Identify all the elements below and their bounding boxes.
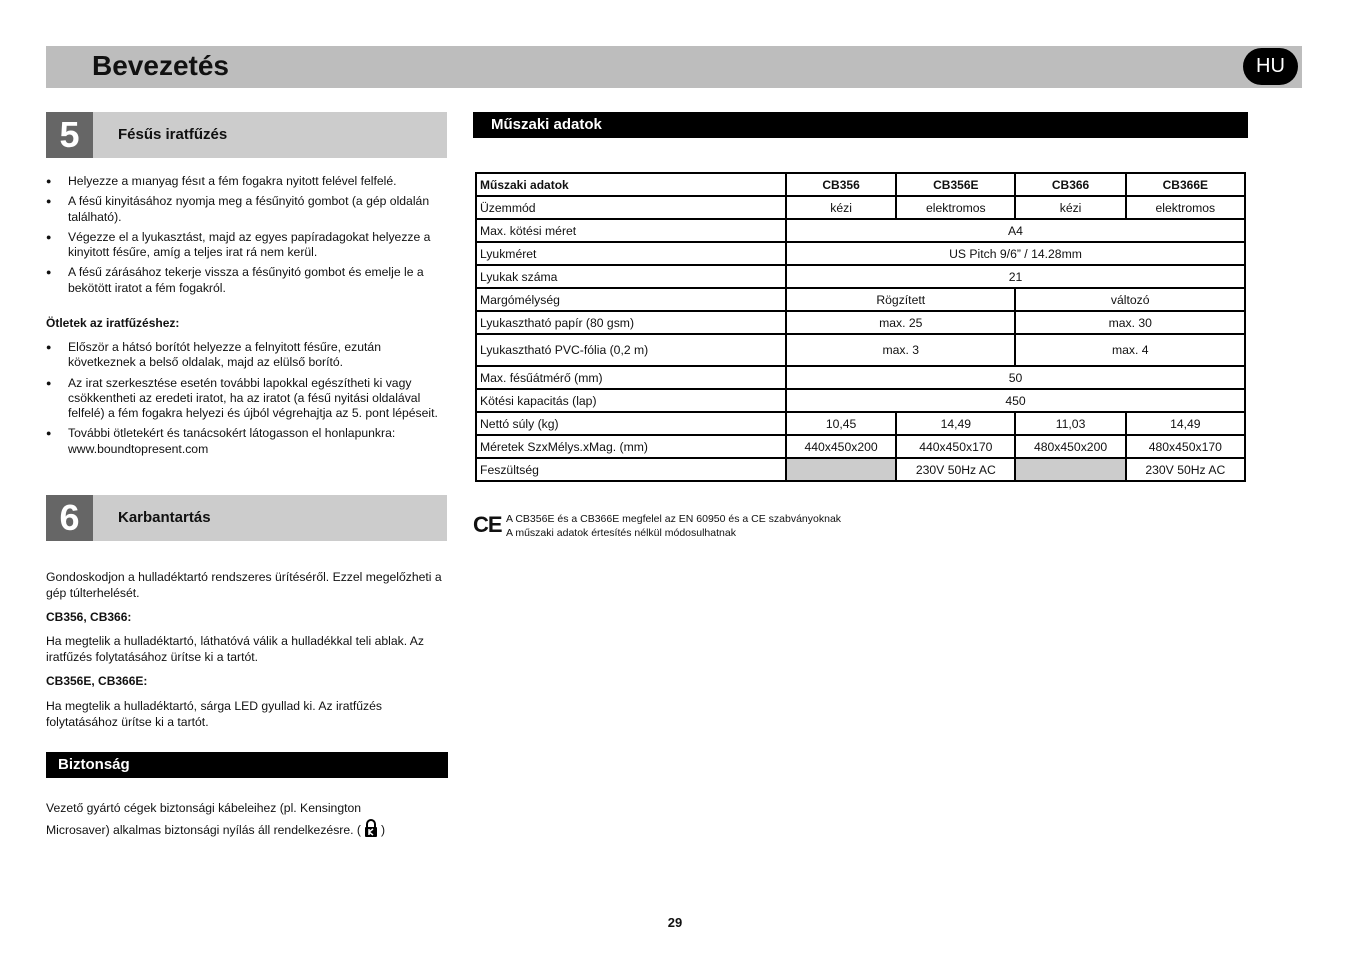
ce-note-line: A CB356E és a CB366E megfelel az EN 60950 és a CE szabványoknak (506, 513, 842, 525)
table-label-cell: Kötési kapacitás (lap) (476, 389, 786, 412)
table-label-cell: Lyukak száma (476, 265, 786, 288)
table-header-cell: CB366E (1126, 173, 1245, 196)
table-row (476, 173, 1245, 196)
list-item: ● A fésű kinyitásához nyomja meg a fésűnyitó gombot (a gép oldalán található). (46, 194, 448, 225)
table-header-cell: Műszaki adatok (476, 173, 786, 196)
table-label-cell: Lyukasztható papír (80 gsm) (476, 311, 786, 334)
table-cell: 14,49 (896, 412, 1015, 435)
table-row (476, 334, 1245, 366)
table-row (476, 311, 1245, 334)
table-cell: 230V 50Hz AC (1126, 458, 1245, 481)
table-label-cell: Nettó súly (kg) (476, 412, 786, 435)
security-text (46, 798, 448, 844)
table-row (476, 435, 1245, 458)
table-cell: Rögzített (786, 288, 1015, 311)
table-cell: max. 4 (1015, 334, 1245, 366)
list-item: ● Az irat szerkesztése esetén további lapokkal egészítheti ki vagy csökkentheti az eredeti iratot, ha az iratot (a fésű nyitási oldalával felfelé) a fém fogakra helyezi és újból végrehajtja az 5. pont lépéseit. (46, 376, 448, 422)
list-item: ● Először a hátsó borítót helyezze a felnyitott fésűre, ezután következnek a belső oldalak, majd az elülső borító. (46, 340, 448, 371)
table-cell: 230V 50Hz AC (896, 458, 1015, 481)
table-header-cell: CB356E (896, 173, 1015, 196)
specs-heading: Műszaki adatok (473, 112, 1248, 138)
table-row (476, 288, 1245, 311)
table-label-cell: Max. kötési méret (476, 219, 786, 242)
table-cell: max. 30 (1015, 311, 1245, 334)
model-label-electric: CB356E, CB366E: (46, 674, 148, 688)
section-title: Karbantartás (118, 509, 211, 526)
table-row (476, 389, 1245, 412)
table-cell-empty (1015, 458, 1125, 481)
specs-table (475, 172, 1246, 482)
section-number: 6 (46, 495, 93, 541)
section-title: Fésűs iratfűzés (118, 126, 228, 143)
section-number: 5 (46, 112, 93, 158)
table-cell: 10,45 (786, 412, 896, 435)
section-6-heading (46, 495, 447, 541)
table-label-cell: Max. fésűátmérő (mm) (476, 366, 786, 389)
page-title: Bevezetés (92, 50, 229, 81)
table-cell: 14,49 (1126, 412, 1245, 435)
maintenance-text-electric: Ha megtelik a hulladéktartó, sárga LED gyullad ki. Az iratfűzés folytatásához ürítse ki a tartót. (46, 699, 383, 729)
tips-heading: Ötletek az iratfűzéshez: (46, 316, 180, 330)
table-row (476, 196, 1245, 219)
binding-steps-list (46, 174, 448, 301)
ce-note (506, 512, 841, 540)
table-cell: elektromos (1126, 196, 1245, 219)
table-cell: 21 (786, 265, 1245, 288)
table-label-cell: Üzemmód (476, 196, 786, 219)
security-text-end: ) (380, 823, 386, 837)
list-item: ● A fésű zárásához tekerje vissza a fésűnyitó gombot és emelje le a bekötött iratot a fém fogakról. (46, 265, 448, 296)
table-row (476, 366, 1245, 389)
table-label-cell: Margómélység (476, 288, 786, 311)
section-5-heading (46, 112, 447, 158)
security-text-line: Vezető gyártó cégek biztonsági kábeleihez (pl. Kensington (46, 801, 362, 815)
table-cell-empty (786, 458, 896, 481)
table-row (476, 242, 1245, 265)
table-cell: US Pitch 9/6” / 14.28mm (786, 242, 1245, 265)
table-cell: A4 (786, 219, 1245, 242)
table-row (476, 458, 1245, 481)
page-number: 29 (667, 915, 683, 930)
table-row (476, 412, 1245, 435)
table-cell: 440x450x200 (786, 435, 896, 458)
table-label-cell: Feszültség (476, 458, 786, 481)
table-cell: max. 25 (786, 311, 1015, 334)
table-cell: kézi (1015, 196, 1125, 219)
ce-mark-icon: CE (473, 512, 502, 537)
ce-note-line: A műszaki adatok értesítés nélkül módosulhatnak (506, 527, 736, 539)
table-label-cell: Méretek SzxMélys.xMag. (mm) (476, 435, 786, 458)
table-cell: 480x450x170 (1126, 435, 1245, 458)
table-label-cell: Lyukméret (476, 242, 786, 265)
maintenance-intro: Gondoskodjon a hulladéktartó rendszeres ürítéséről. Ezzel megelőzheti a gép túlterhelését. (46, 570, 442, 600)
kensington-lock-icon (363, 818, 379, 844)
table-cell: változó (1015, 288, 1245, 311)
table-cell: 480x450x200 (1015, 435, 1125, 458)
table-label-cell: Lyukasztható PVC-fólia (0,2 m) (476, 334, 786, 366)
header-bar (46, 46, 1302, 88)
list-item: ● Helyezze a mıanyag fésıt a fém fogakra nyitott felével felfelé. (46, 174, 448, 189)
table-cell: max. 3 (786, 334, 1015, 366)
table-row (476, 265, 1245, 288)
tips-list (46, 340, 448, 462)
table-cell: 11,03 (1015, 412, 1125, 435)
table-header-cell: CB366 (1015, 173, 1125, 196)
language-badge: HU (1243, 48, 1298, 85)
table-cell: 440x450x170 (896, 435, 1015, 458)
table-cell: kézi (786, 196, 896, 219)
security-heading: Biztonság (46, 752, 448, 778)
security-text-line: Microsaver) alkalmas biztonsági nyílás áll rendelkezésre. ( (46, 823, 361, 837)
table-header-cell: CB356 (786, 173, 896, 196)
table-cell: elektromos (896, 196, 1015, 219)
list-item: ● Végezze el a lyukasztást, majd az egyes papíradagokat helyezze a kinyitott fésűre, amíg a teljes irat rá nem kerül. (46, 230, 448, 261)
table-row (476, 219, 1245, 242)
maintenance-text-manual: Ha megtelik a hulladéktartó, láthatóvá válik a hulladékkal teli ablak. Az iratfűzés folytatásához ürítse ki a tartót. (46, 634, 425, 664)
table-cell: 50 (786, 366, 1245, 389)
list-item: ● További ötletekért és tanácsokért látogasson el honlapunkra: www.boundtopresent.com (46, 426, 448, 457)
model-label-manual: CB356, CB366: (46, 610, 132, 624)
table-cell: 450 (786, 389, 1245, 412)
